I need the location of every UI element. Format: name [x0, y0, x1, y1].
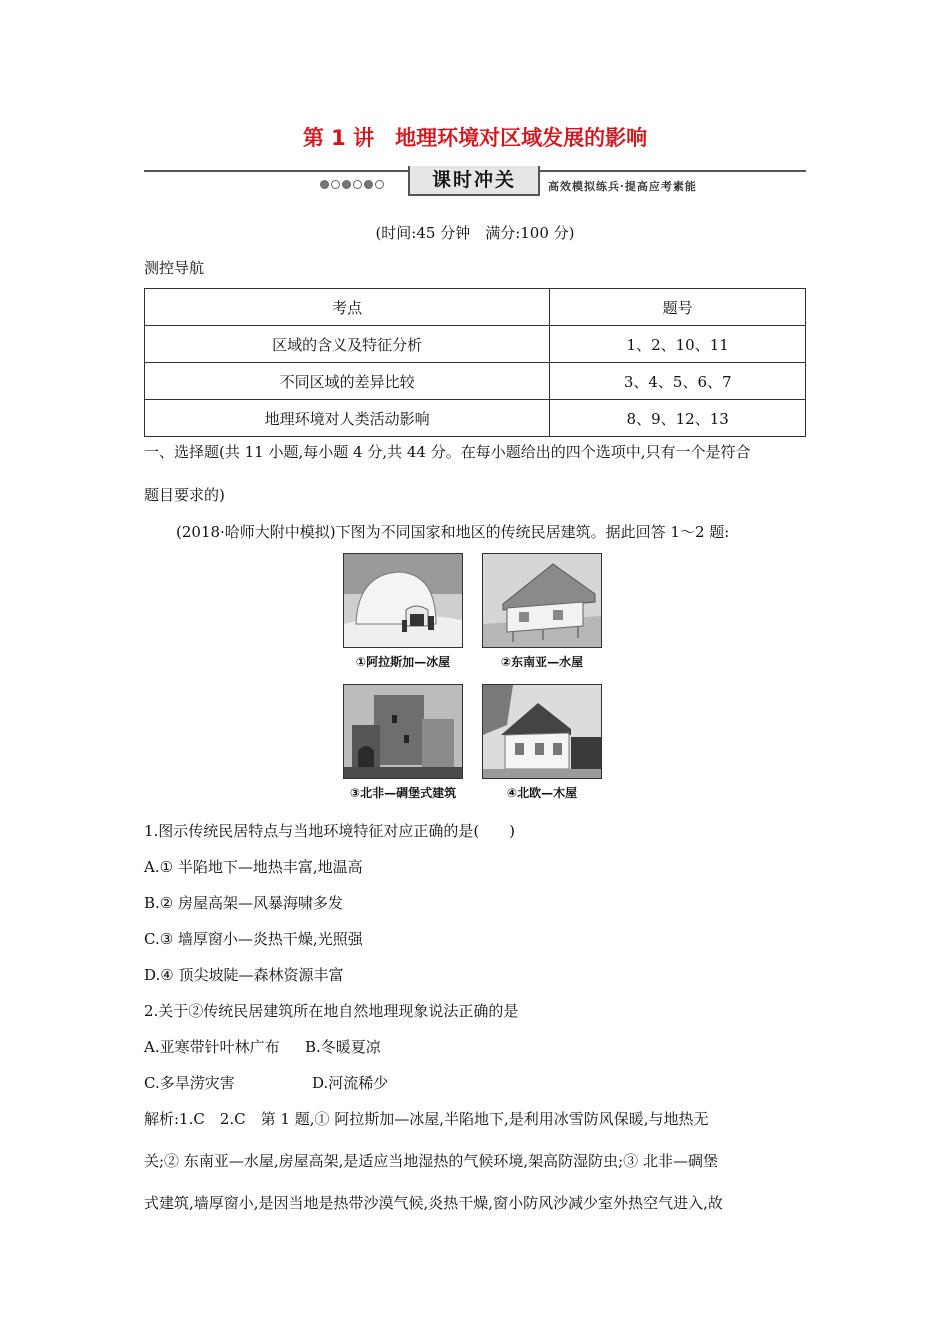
page-title: 第 1 讲 地理环境对区域发展的影响: [302, 126, 648, 150]
table-header-row: [145, 289, 806, 326]
question-2-option-c: C.多旱涝灾害: [144, 1074, 235, 1092]
dot-icon: [342, 180, 351, 189]
dot-icon: [364, 180, 373, 189]
table-cell: 区域的含义及特征分析: [145, 326, 550, 363]
dot-icon: [320, 180, 329, 189]
question-1-stem: 1.图示传统民居特点与当地环境特征对应正确的是( ): [144, 822, 516, 840]
section-banner: 课时冲关: [408, 166, 540, 196]
stilt-house-photo: [482, 553, 602, 648]
figure-caption-4: ④北欧—木屋: [506, 786, 578, 800]
table-row: [145, 400, 806, 437]
section-subtitle: 高效模拟练兵·提高应考素能: [548, 180, 697, 193]
wooden-house-photo: [482, 684, 602, 779]
question-2-stem: 2.关于②传统民居建筑所在地自然地理现象说法正确的是: [144, 1002, 519, 1020]
question-2-option-a: A.亚寒带针叶林广布: [144, 1038, 280, 1056]
question-2-option-d: D.河流稀少: [312, 1074, 389, 1092]
question-1-option-a: A.① 半陷地下—地热丰富,地温高: [144, 858, 363, 876]
igloo-photo: [343, 553, 463, 648]
question-2-option-b: B.冬暖夏凉: [305, 1038, 381, 1056]
dot-icon: [375, 180, 384, 189]
dot-icon: [331, 180, 340, 189]
fortress-photo: [343, 684, 463, 779]
table-cell: 1、2、10、11: [550, 326, 806, 363]
figure-caption-3: ③北非—碉堡式建筑: [349, 786, 457, 800]
question-1-option-d: D.④ 顶尖坡陡—森林资源丰富: [144, 966, 344, 984]
question-intro: (2018·哈师大附中模拟)下图为不同国家和地区的传统民居建筑。据此回答 1～2 题:: [176, 523, 730, 541]
figure-caption-1: ①阿拉斯加—冰屋: [355, 655, 451, 669]
analysis-line-3: 式建筑,墙厚窗小,是因当地是热带沙漠气候,炎热干燥,窗小防风沙减少室外热空气进入,故: [144, 1194, 723, 1212]
section-heading-line1: 一、选择题(共 11 小题,每小题 4 分,共 44 分。在每小题给出的四个选项中,只有一个是符合: [144, 443, 751, 461]
analysis-line-2: 关;② 东南亚—水屋,房屋高架,是适应当地湿热的气候环境,架高防湿防虫;③ 北非—碉堡: [144, 1152, 718, 1170]
table-header-cell: 题号: [550, 289, 806, 326]
figure-caption-2: ②东南亚—水屋: [500, 655, 584, 669]
table-row: [145, 326, 806, 363]
question-1-option-b: B.② 房屋高架—风暴海啸多发: [144, 894, 344, 912]
table-header-cell: 考点: [145, 289, 550, 326]
analysis-line-1: 解析:1.C 2.C 第 1 题,① 阿拉斯加—冰屋,半陷地下,是利用冰雪防风保暖,与地热无: [144, 1110, 709, 1128]
time-limit: (时间:45 分钟 满分:100 分): [375, 224, 575, 242]
table-row: [145, 363, 806, 400]
table-cell: 3、4、5、6、7: [550, 363, 806, 400]
question-1-option-c: C.③ 墙厚窗小—炎热干燥,光照强: [144, 930, 363, 948]
table-cell: 不同区域的差异比较: [145, 363, 550, 400]
table-cell: 地理环境对人类活动影响: [145, 400, 550, 437]
decorative-dots: [320, 180, 384, 189]
table-cell: 8、9、12、13: [550, 400, 806, 437]
nav-title: 测控导航: [144, 259, 205, 277]
nav-table: [144, 288, 806, 437]
dot-icon: [353, 180, 362, 189]
section-heading-line2: 题目要求的): [144, 486, 225, 504]
